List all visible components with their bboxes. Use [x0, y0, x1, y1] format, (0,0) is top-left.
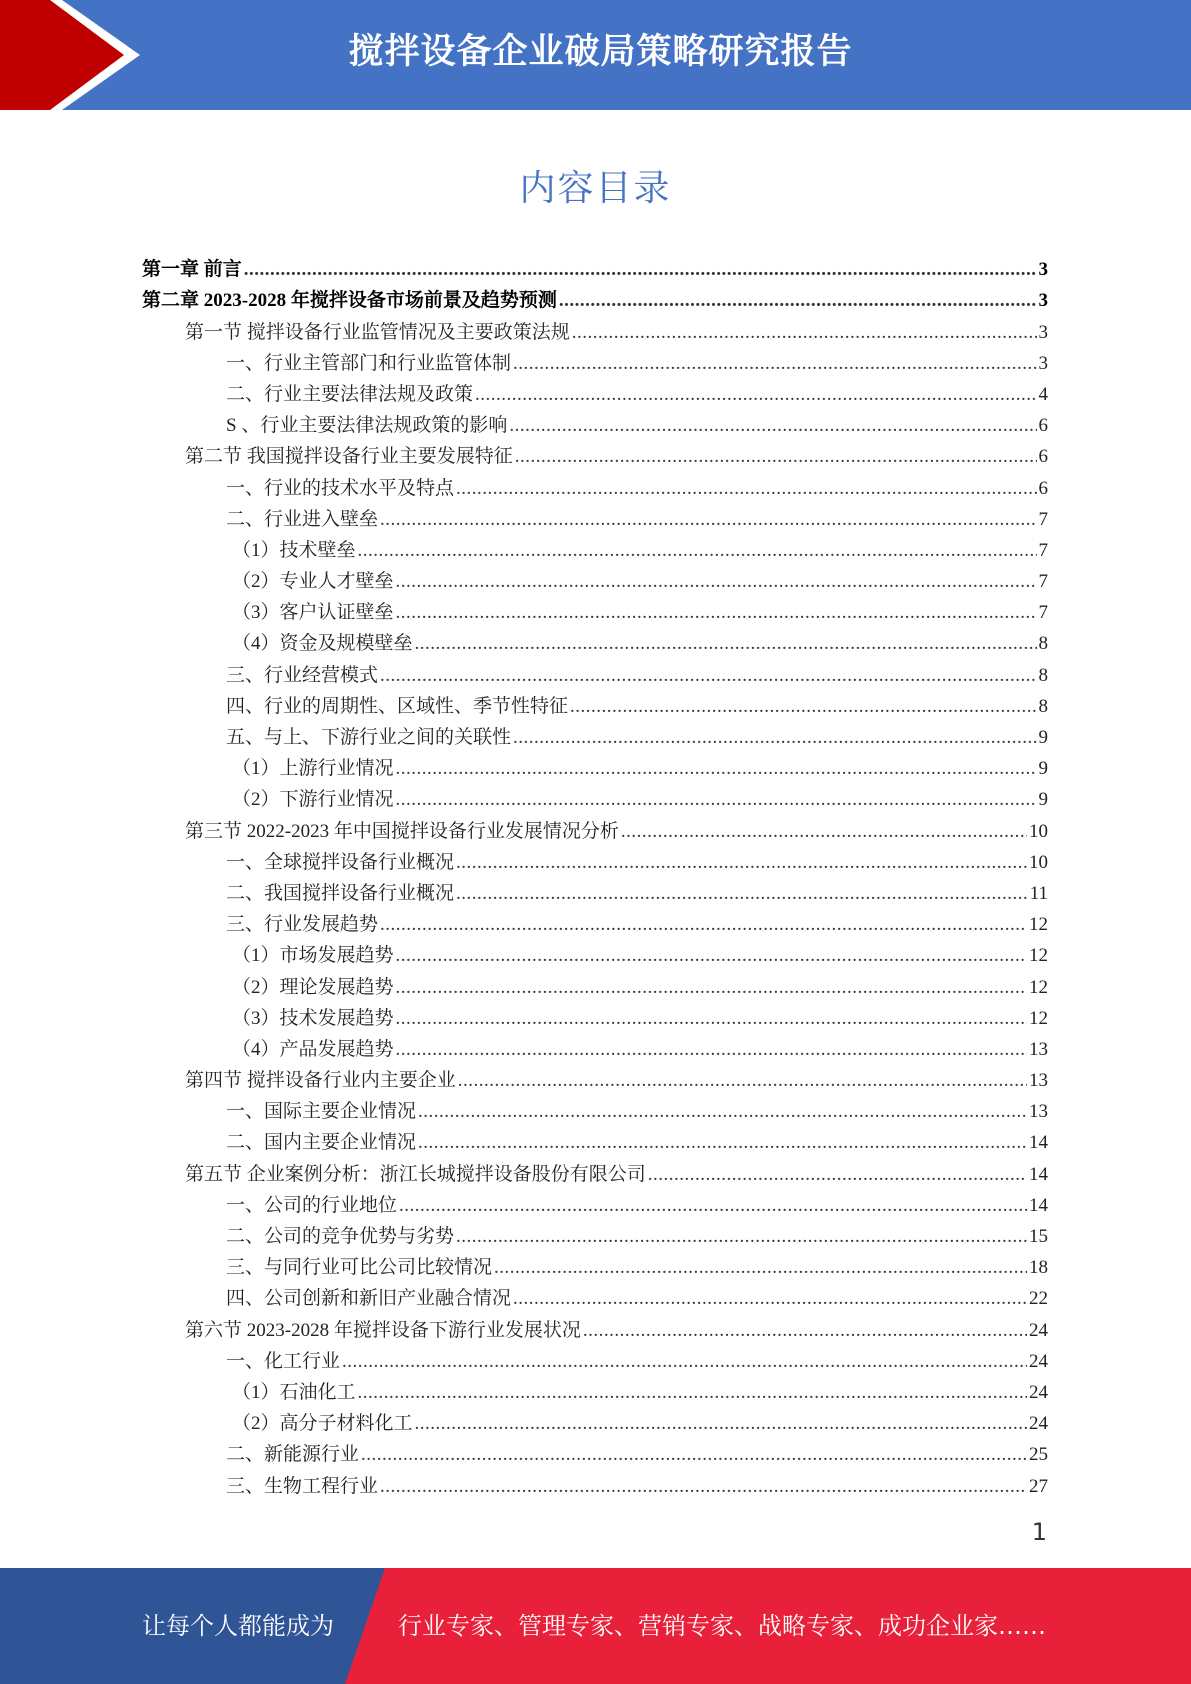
toc-dot-leader	[361, 1444, 1027, 1466]
toc-entry[interactable]	[142, 1095, 1048, 1126]
toc-entry-label: （2）理论发展趋势	[232, 976, 394, 998]
toc-entry-page: 7	[1038, 602, 1048, 624]
toc-entry[interactable]	[142, 1345, 1048, 1376]
toc-entry-page: 8	[1038, 633, 1048, 655]
toc-entry[interactable]	[142, 970, 1048, 1001]
toc-dot-leader	[396, 602, 1037, 624]
toc-entry[interactable]	[142, 814, 1048, 845]
toc-entry[interactable]	[142, 1438, 1048, 1469]
toc-entry[interactable]	[142, 315, 1048, 346]
toc-entry-page: 24	[1029, 1319, 1048, 1341]
toc-dot-leader	[244, 259, 1037, 281]
toc-entry-page: 4	[1038, 383, 1048, 405]
toc-entry[interactable]	[142, 627, 1048, 658]
toc-entry-label: 一、化工行业	[226, 1350, 341, 1372]
toc-entry-label: （1）上游行业情况	[232, 758, 394, 780]
toc-entry-label: （3）客户认证壁垒	[232, 602, 394, 624]
toc-entry-label: 三、生物工程行业	[226, 1475, 379, 1497]
toc-entry[interactable]	[142, 409, 1048, 440]
toc-entry-label: 一、行业主管部门和行业监管体制	[226, 352, 512, 374]
toc-entry-page: 3	[1038, 321, 1048, 343]
toc-entry-page: 13	[1029, 1101, 1048, 1123]
toc-entry-label: （3）技术发展趋势	[232, 1007, 394, 1029]
footer-banner	[0, 1568, 1191, 1684]
toc-entry-label: 第一节 搅拌设备行业监管情况及主要政策法规	[185, 321, 570, 343]
toc-entry[interactable]	[142, 939, 1048, 970]
toc-entry[interactable]	[142, 1469, 1048, 1500]
toc-entry[interactable]	[142, 1189, 1048, 1220]
toc-dot-leader	[648, 1164, 1027, 1186]
toc-dot-leader	[380, 1476, 1027, 1498]
toc-dot-leader	[509, 415, 1036, 437]
toc-entry-label: （1）技术壁垒	[232, 539, 356, 561]
toc-dot-leader	[456, 478, 1036, 500]
toc-entry-page: 12	[1029, 945, 1048, 967]
toc-entry[interactable]	[142, 1126, 1048, 1157]
toc-dot-leader	[559, 290, 1037, 312]
toc-dot-leader	[396, 789, 1037, 811]
toc-entry-label: （1）石油化工	[232, 1381, 356, 1403]
toc-entry-page: 7	[1038, 508, 1048, 530]
toc-entry-page: 14	[1029, 1132, 1048, 1154]
toc-dot-leader	[396, 1039, 1027, 1061]
toc-entry-label: 一、全球搅拌设备行业概况	[226, 851, 455, 873]
footer-slogan-left: 让每个人都能成为	[142, 1612, 334, 1640]
toc-entry-page: 15	[1029, 1226, 1048, 1247]
toc-dot-leader	[380, 665, 1036, 687]
toc-dot-leader	[513, 1288, 1027, 1310]
toc-heading: 内容目录	[519, 168, 672, 209]
toc-dot-leader	[456, 852, 1027, 874]
toc-entry[interactable]	[142, 1033, 1048, 1064]
toc-entry[interactable]	[142, 690, 1048, 721]
toc-entry-label: 第二章 2023-2028 年搅拌设备市场前景及趋势预测	[142, 290, 557, 312]
table-of-contents	[142, 253, 1048, 1501]
toc-entry-label: 三、与同行业可比公司比较情况	[226, 1257, 493, 1279]
toc-entry-label: 第三节 2022-2023 年中国搅拌设备行业发展情况分析	[185, 820, 619, 842]
toc-dot-leader	[583, 1320, 1027, 1342]
toc-entry-page: 3	[1038, 259, 1048, 281]
toc-entry-label: 第五节 企业案例分析：浙江长城搅拌设备股份有限公司	[185, 1163, 646, 1185]
toc-entry-page: 27	[1029, 1475, 1048, 1497]
toc-entry[interactable]	[142, 783, 1048, 814]
toc-dot-leader	[358, 1382, 1027, 1404]
toc-entry-label: （2）专业人才壁垒	[232, 571, 394, 593]
toc-entry-page: 10	[1029, 820, 1048, 842]
toc-entry-page: 10	[1029, 851, 1048, 873]
toc-entry-label: 二、行业进入壁垒	[226, 508, 379, 530]
toc-dot-leader	[515, 446, 1037, 468]
toc-dot-leader	[418, 1132, 1027, 1154]
toc-entry[interactable]	[142, 1002, 1048, 1033]
toc-entry-page: 13	[1029, 1038, 1048, 1060]
toc-dot-leader	[621, 821, 1027, 843]
toc-entry-page: 6	[1038, 446, 1048, 468]
toc-entry-label: （4）资金及规模壁垒	[232, 633, 413, 655]
toc-entry-label: （1）市场发展趋势	[232, 945, 394, 967]
toc-entry-page: 8	[1038, 664, 1048, 686]
toc-entry-page: 3	[1038, 290, 1048, 312]
toc-entry-page: 11	[1029, 882, 1048, 904]
toc-dot-leader	[513, 353, 1036, 375]
toc-dot-leader	[358, 540, 1037, 562]
toc-entry-label: 第一章 前言	[142, 259, 242, 281]
toc-entry-page: 9	[1038, 789, 1048, 811]
toc-entry-page: 12	[1029, 914, 1048, 936]
toc-entry[interactable]	[142, 1407, 1048, 1438]
toc-entry-label: S 、行业主要法律法规政策的影响	[226, 415, 508, 437]
toc-dot-leader	[380, 509, 1036, 531]
toc-dot-leader	[570, 696, 1036, 718]
toc-dot-leader	[380, 914, 1027, 936]
toc-entry-label: 二、公司的竞争优势与劣势	[226, 1226, 455, 1247]
toc-entry-label: （4）产品发展趋势	[232, 1038, 394, 1060]
toc-entry-page: 24	[1029, 1350, 1048, 1372]
toc-entry-page: 3	[1038, 352, 1048, 374]
toc-entry[interactable]	[142, 347, 1048, 378]
toc-entry-page: 24	[1029, 1381, 1048, 1403]
toc-entry-page: 12	[1029, 976, 1048, 998]
toc-dot-leader	[396, 1008, 1027, 1030]
toc-entry-label: （2）高分子材料化工	[232, 1413, 413, 1435]
toc-entry[interactable]	[142, 378, 1048, 409]
toc-dot-leader	[456, 883, 1028, 905]
toc-entry[interactable]	[142, 471, 1048, 502]
toc-entry-page: 14	[1029, 1194, 1048, 1216]
toc-entry-page: 6	[1038, 415, 1048, 437]
toc-entry-page: 9	[1038, 758, 1048, 780]
toc-entry-page: 25	[1029, 1444, 1048, 1466]
toc-entry[interactable]	[142, 1220, 1048, 1251]
toc-dot-leader	[418, 1101, 1027, 1123]
toc-entry-label: 一、公司的行业地位	[226, 1194, 398, 1216]
toc-entry[interactable]	[142, 596, 1048, 627]
toc-dot-leader	[396, 571, 1037, 593]
toc-entry[interactable]	[142, 565, 1048, 596]
toc-entry-label: 第二节 我国搅拌设备行业主要发展特征	[185, 446, 513, 468]
toc-entry[interactable]	[142, 534, 1048, 565]
toc-dot-leader	[396, 977, 1027, 999]
toc-entry-label: 二、行业主要法律法规及政策	[226, 383, 474, 405]
toc-entry-page: 7	[1038, 571, 1048, 593]
page-number: 1	[1031, 1518, 1047, 1546]
toc-entry[interactable]	[142, 721, 1048, 752]
toc-entry-page: 13	[1029, 1070, 1048, 1092]
toc-entry-page: 6	[1038, 477, 1048, 499]
toc-entry[interactable]	[142, 253, 1048, 284]
toc-entry[interactable]	[142, 1376, 1048, 1407]
toc-entry[interactable]	[142, 1313, 1048, 1344]
toc-entry-label: 四、行业的周期性、区域性、季节性特征	[226, 695, 569, 717]
toc-entry-page: 9	[1038, 727, 1048, 748]
toc-dot-leader	[396, 758, 1037, 780]
toc-entry-label: 四、公司创新和新旧产业融合情况	[226, 1288, 512, 1310]
toc-entry[interactable]	[142, 503, 1048, 534]
toc-entry-label: 第四节 搅拌设备行业内主要企业	[185, 1070, 456, 1092]
toc-dot-leader	[342, 1351, 1027, 1373]
toc-dot-leader	[415, 1413, 1027, 1435]
toc-entry-page: 14	[1029, 1163, 1048, 1185]
toc-dot-leader	[494, 1257, 1027, 1279]
toc-dot-leader	[513, 727, 1036, 749]
toc-entry[interactable]	[142, 908, 1048, 939]
footer-slogan-right: 行业专家、管理专家、营销专家、战略专家、成功企业家……	[398, 1612, 1046, 1640]
toc-entry-label: 第六节 2023-2028 年搅拌设备下游行业发展状况	[185, 1319, 581, 1341]
toc-dot-leader	[458, 1070, 1027, 1092]
toc-entry[interactable]	[142, 1064, 1048, 1095]
toc-entry-label: 二、国内主要企业情况	[226, 1132, 417, 1154]
toc-entry-page: 12	[1029, 1007, 1048, 1029]
toc-entry-page: 22	[1029, 1288, 1048, 1310]
toc-entry[interactable]	[142, 1251, 1048, 1282]
toc-entry-page: 7	[1038, 539, 1048, 561]
toc-entry[interactable]	[142, 440, 1048, 471]
toc-entry[interactable]	[142, 284, 1048, 315]
toc-entry-page: 24	[1029, 1413, 1048, 1435]
toc-entry-label: 二、我国搅拌设备行业概况	[226, 882, 455, 904]
toc-entry-label: 二、新能源行业	[226, 1444, 360, 1466]
toc-entry-label: 五、与上、下游行业之间的关联性	[226, 727, 512, 748]
report-title: 搅拌设备企业破局策略研究报告	[348, 32, 853, 72]
toc-entry-page: 18	[1029, 1257, 1048, 1279]
toc-entry-page: 8	[1038, 695, 1048, 717]
toc-entry[interactable]	[142, 1282, 1048, 1313]
toc-entry-label: 一、行业的技术水平及特点	[226, 477, 455, 499]
toc-dot-leader	[396, 945, 1027, 967]
toc-dot-leader	[399, 1195, 1027, 1217]
toc-dot-leader	[572, 322, 1037, 344]
report-header	[0, 0, 1191, 110]
toc-entry-label: 一、国际主要企业情况	[226, 1101, 417, 1123]
toc-entry-label: 三、行业发展趋势	[226, 914, 379, 936]
toc-dot-leader	[475, 384, 1036, 406]
toc-entry[interactable]	[142, 752, 1048, 783]
toc-entry-label: （2）下游行业情况	[232, 789, 394, 811]
toc-entry[interactable]	[142, 846, 1048, 877]
toc-entry[interactable]	[142, 877, 1048, 908]
toc-dot-leader	[456, 1226, 1027, 1248]
toc-entry[interactable]	[142, 1157, 1048, 1188]
toc-entry-label: 三、行业经营模式	[226, 664, 379, 686]
toc-entry[interactable]	[142, 658, 1048, 689]
toc-dot-leader	[415, 633, 1037, 655]
